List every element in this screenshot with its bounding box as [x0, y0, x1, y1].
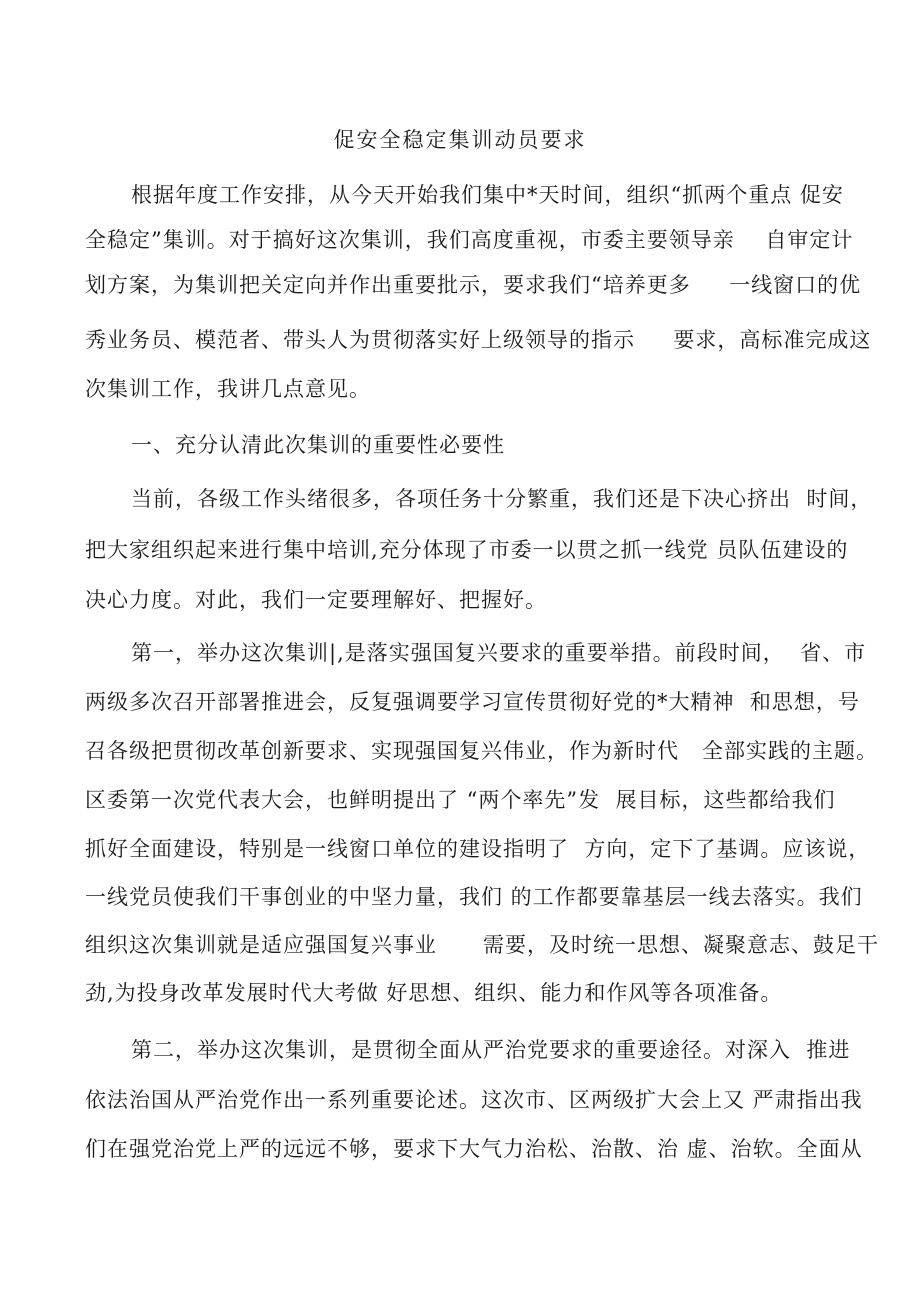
paragraph-line: 决心力度。对此，我们一定要理解好、把握好。	[85, 588, 547, 612]
paragraph-line: 组织这次集训就是适应强国复兴事业 需要，及时统一思想、凝聚意志、鼓足干	[85, 933, 880, 957]
paragraph-line: 根据年度工作安排，从今天开始我们集中*天时间，组织“抓两个重点 促安	[131, 183, 844, 207]
paragraph-line: 当前，各级工作头绪很多，各项任务十分繁重，我们还是下决心挤出 时间，	[131, 487, 873, 511]
paragraph-line: 区委第一次党代表大会，也鲜明提出了 “两个率先”发 展目标，这些都给我们	[85, 788, 836, 812]
paragraph-line: 召各级把贯彻改革创新要求、实现强国复兴伟业，作为新时代 全部实践的主题。	[85, 739, 879, 763]
paragraph-line: 劲,为投身改革发展时代大考做 好思想、组织、能力和作风等各项准备。	[85, 981, 783, 1005]
paragraph-line: 第一，举办这次集训|,是落实强国复兴要求的重要举措。前段时间， 省、市	[131, 641, 867, 665]
document-title: 促安全稳定集训动员要求	[333, 128, 587, 152]
paragraph-line: 把大家组织起来进行集中培训,充分体现了市委一以贯之抓一线党 员队伍建设的	[85, 538, 849, 562]
paragraph-line: 两级多次召开部署推进会，反复强调要学习宣传贯彻好党的*大精神 和思想，号	[85, 690, 860, 714]
paragraph-line: 依法治国从严治党作出一系列重要论述。这次市、区两级扩大会上又 严肃指出我	[85, 1088, 863, 1112]
section-heading: 一、充分认清此次集训的重要性必要性	[131, 433, 505, 457]
paragraph-line: 秀业务员、模范者、带头人为贯彻落实好上级领导的指示 要求，高标准完成这	[85, 328, 872, 352]
paragraph-line: 一线党员使我们干事创业的中坚力量，我们 的工作都要靠基层一线去落实。我们	[85, 885, 863, 909]
paragraph-line: 次集训工作，我讲几点意见。	[85, 377, 371, 401]
paragraph-line: 全稳定”集训。对于搞好这次集训，我们高度重视，市委主要领导亲 自审定计	[85, 228, 854, 252]
paragraph-line: 们在强党治党上严的远远不够，要求下大气力治松、治散、治 虚、治软。全面从	[85, 1137, 863, 1161]
paragraph-line: 划方案，为集训把关定向并作出重要批示，要求我们“培养更多 一线窗口的优	[85, 273, 862, 297]
paragraph-line: 抓好全面建设，特别是一线窗口单位的建设指明了 方向，定下了基调。应该说，	[85, 837, 871, 861]
paragraph-line: 第二，举办这次集训，是贯彻全面从严治党要求的重要途径。对深入 推进	[131, 1038, 851, 1062]
